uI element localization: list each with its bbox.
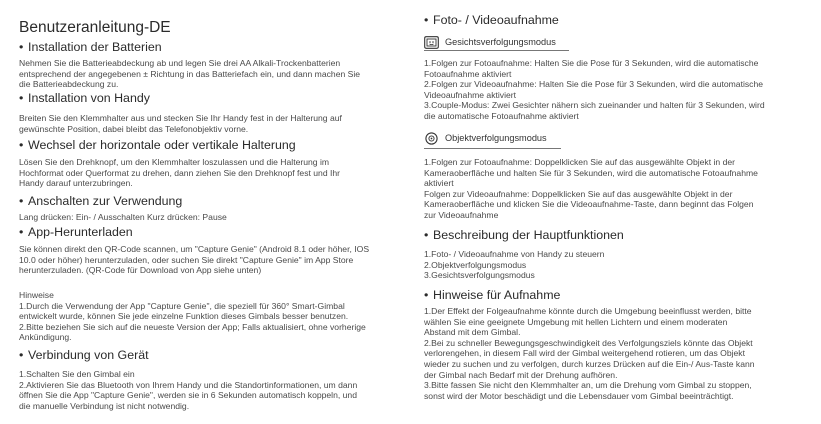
text-line: aktiviert: [424, 178, 454, 189]
text-line: Nehmen Sie die Batterieabdeckung ab und legen Sie drei AA Alkali-Trockenbatterien: [19, 58, 341, 68]
functions-text: [424, 249, 816, 281]
text-line: Lang drücken: Ein- / Ausschalten Kurz drücken: Pause: [19, 212, 227, 222]
photo-heading: [424, 13, 559, 27]
bullet: •: [424, 13, 429, 27]
text-line: Ankündigung.: [19, 332, 72, 343]
text-line: 2.Bitte beziehen Sie sich auf die neueste Version der App; Falls aktualisiert, ohne vorherige: [19, 321, 366, 332]
face-tracking-icon: [424, 36, 439, 49]
object-mode-label: [424, 131, 561, 145]
tips-text: [424, 306, 816, 401]
connect-heading-text: Verbindung von Gerät: [28, 348, 149, 362]
text-line: sonst wird der Motor beschädigt und die Lebensdauer vom Gimbal beeinträchtigt.: [424, 390, 734, 401]
batteries-text: [19, 58, 403, 90]
phone-heading-text: Installation von Handy: [28, 91, 150, 105]
notes-text: [19, 290, 403, 343]
text-line: wieder zu suchen und zu verfolgen, durch kurzes Drücken auf die Ein-/ Aus-Taste kann: [424, 358, 755, 369]
text-line: 3.Bitte fassen Sie nicht den Klemmhalter an, um die Drehung vom Gimbal zu stoppen,: [424, 380, 752, 391]
tips-heading-text: Hinweise für Aufnahme: [433, 288, 561, 302]
text-line: Sie können direkt den QR-Code scannen, um "Capture Genie" (Android 8.1 oder höher, IOS: [19, 244, 370, 254]
text-line: wählen Sie eine geeignete Umgebung mit hellen Lichtern und einem moderaten: [424, 316, 728, 327]
text-line: 1.Folgen zur Fotoaufnahme: Halten Sie die Pose für 3 Sekunden, wird die automatische: [424, 58, 759, 68]
text-line: Handy darauf unterzubringen.: [19, 178, 133, 189]
text-line: Kameraoberfläche und halten Sie für 3 Sekunden, wird die automatische Fotoaufnahme: [424, 167, 758, 178]
text-line: gewünschte Position, dabei bleibt das Telefonobjektiv vorne.: [19, 123, 249, 134]
app-text: [19, 244, 403, 276]
document-title: Benutzeranleitung-DE: [19, 19, 171, 36]
object-tracking-icon: [424, 132, 439, 145]
text-line: 3.Gesichtsverfolgungsmodus: [424, 270, 535, 281]
text-line: Hinweise: [19, 290, 54, 300]
face-mode-text: Gesichtsverfolgungsmodus: [445, 37, 556, 47]
app-heading: [19, 225, 133, 239]
object-mode-text-body: [424, 157, 816, 221]
power-text: [19, 212, 403, 223]
text-line: 10.0 oder höher) herunterzuladen, oder suchen Sie direkt "Capture Genie" im App Store: [19, 254, 354, 265]
text-line: 3.Couple-Modus: Zwei Gesichter nähern sich zueinander und halten für 3 Sekunden, wird: [424, 100, 765, 111]
power-heading-text: Anschalten zur Verwendung: [28, 194, 183, 208]
bullet: •: [424, 288, 429, 302]
phone-heading: [19, 91, 150, 105]
bullet: •: [19, 348, 24, 362]
bullet: •: [19, 91, 24, 105]
bullet: •: [19, 225, 24, 239]
text-line: 2.Bei zu schneller Bewegungsgeschwindigkeit des Verfolgungsziels könnte das Objekt: [424, 337, 753, 348]
text-line: verlorengehen, in diesem Fall wird der Gimbal weitergehend rotieren, um das Objekt: [424, 348, 745, 359]
tips-heading: [424, 288, 560, 302]
text-line: die automatische Fotoaufnahme aktiviert: [424, 110, 579, 121]
bullet: •: [19, 40, 24, 54]
text-line: 1.Folgen zur Fotoaufnahme: Doppelklicken Sie auf das ausgewählte Objekt in der: [424, 157, 735, 167]
text-line: 1.Der Effekt der Folgeaufnahme könnte durch die Umgebung beeinflusst werden, bitte: [424, 306, 752, 316]
power-heading: [19, 194, 182, 208]
text-line: öffnen Sie die App "Capture Genie", werden sie in 6 Sekunden automatisch koppeln, und: [19, 390, 357, 401]
face-mode-underline: [424, 50, 569, 51]
functions-heading-text: Beschreibung der Hauptfunktionen: [433, 228, 624, 242]
text-line: der Gimbal nach Bedarf mit der Drehung aufhören.: [424, 369, 618, 380]
text-line: Breiten Sie den Klemmhalter aus und stecken Sie Ihr Handy fest in der Halterung auf: [19, 113, 342, 123]
text-line: Videoaufnahme aktiviert: [424, 89, 517, 100]
text-line: 2.Objektverfolgungsmodus: [424, 259, 527, 270]
object-mode-underline: [424, 148, 561, 149]
text-line: herunterzuladen. (QR-Code für Download von App siehe unten): [19, 265, 262, 276]
text-line: 1.Durch die Verwendung der App "Capture Genie", die speziell für 360° Smart-Gimbal: [19, 300, 345, 311]
text-line: Lösen Sie den Drehknopf, um den Klemmhalter loszulassen und die Halterung im: [19, 157, 330, 167]
text-line: Kameraoberfläche und klicken Sie die Videoaufnahme-Taste, dann beginnt das Folgen: [424, 199, 754, 210]
bullet: •: [19, 194, 24, 208]
connect-heading: [19, 348, 149, 362]
phone-text: [19, 113, 403, 134]
bullet: •: [19, 138, 24, 152]
text-line: Hochformat oder Querformat zu drehen, dann ziehen Sie den Drehknopf fest und Ihr: [19, 167, 341, 178]
orientation-heading: [19, 138, 296, 152]
text-line: Fotoaufnahme aktiviert: [424, 68, 512, 79]
app-heading-text: App-Herunterladen: [28, 225, 133, 239]
batteries-heading-text: Installation der Batterien: [28, 40, 162, 54]
connect-text: [19, 369, 403, 411]
bullet: •: [424, 228, 429, 242]
orientation-text: [19, 157, 403, 189]
functions-heading: [424, 228, 624, 242]
orientation-heading-text: Wechsel der horizontale oder vertikale Halterung: [28, 138, 296, 152]
text-line: 1.Schalten Sie den Gimbal ein: [19, 369, 135, 379]
text-line: 1.Foto- / Videoaufnahme von Handy zu steuern: [424, 249, 605, 259]
text-line: entsprechend der angegebenen ± Richtung in das Batteriefach ein, und dann machen Sie: [19, 68, 361, 79]
text-line: 2.Aktivieren Sie das Bluetooth von Ihrem Handy und die Standortinformationen, um dann: [19, 379, 358, 390]
text-line: die Batterieabdeckung zu.: [19, 79, 119, 90]
face-mode-label: [424, 35, 569, 49]
object-mode-text: Objektverfolgungsmodus: [445, 133, 547, 143]
text-line: 2.Folgen zur Videoaufnahme: Halten Sie die Pose für 3 Sekunden, wird die automatische: [424, 79, 764, 90]
text-line: die manuelle Verbindung ist nicht notwendig.: [19, 400, 190, 411]
text-line: entwickelt wurde, können Sie jede einzelne Funktion dieses Gimbals besser benutzen.: [19, 311, 349, 322]
batteries-heading: [19, 40, 162, 54]
text-line: Abstand mit dem Gimbal.: [424, 327, 521, 338]
text-line: Folgen zur Videoaufnahme: Doppelklicken Sie auf das ausgewählte Objekt in der: [424, 188, 733, 199]
face-mode-text-body: [424, 58, 816, 122]
text-line: zur Videoaufnahme: [424, 209, 499, 220]
photo-heading-text: Foto- / Videoaufnahme: [433, 13, 559, 27]
